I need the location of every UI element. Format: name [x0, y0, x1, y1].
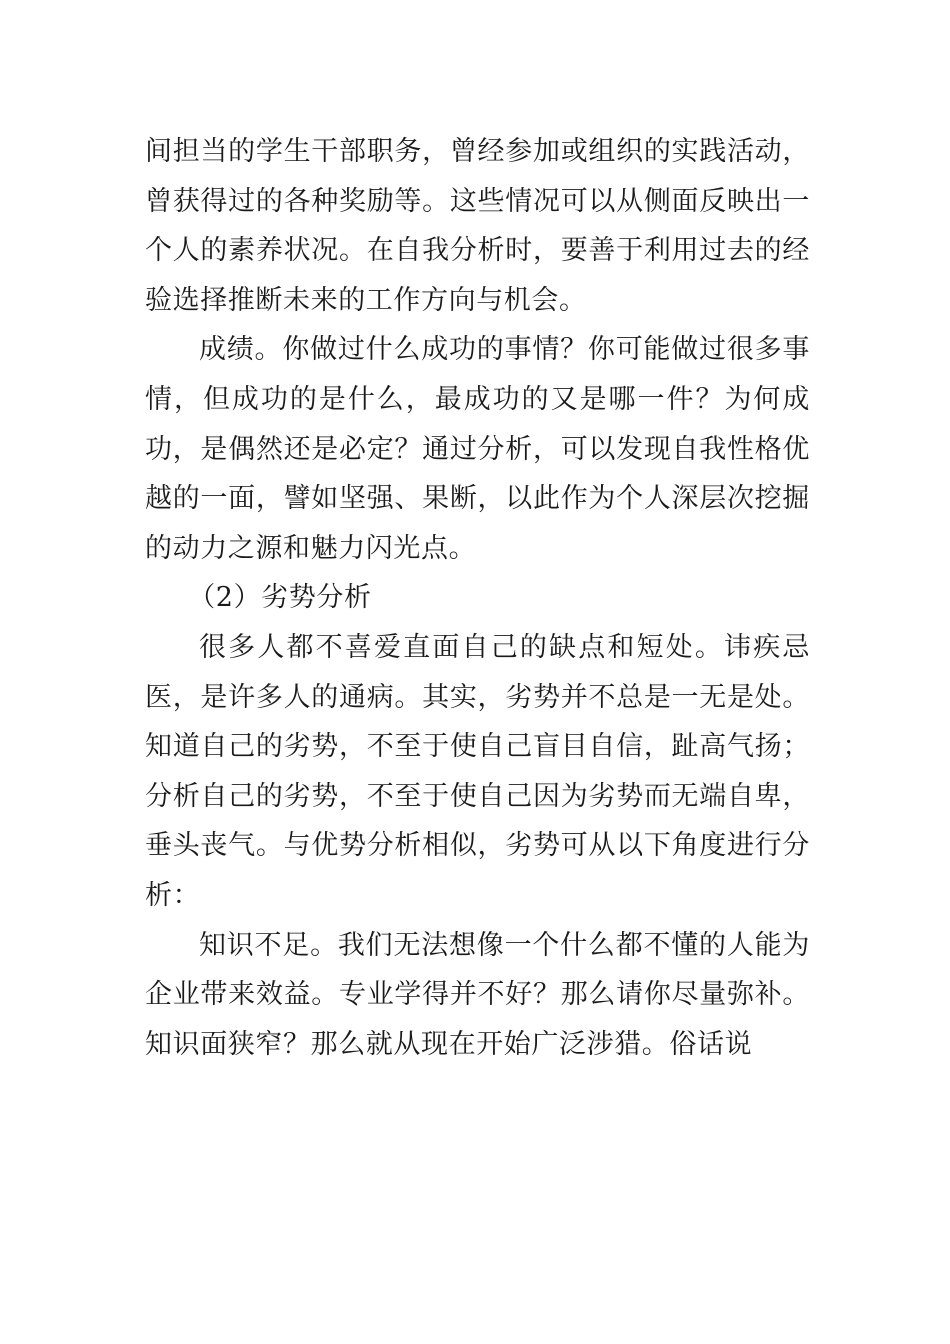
paragraph-continuation: 间担当的学生干部职务，曾经参加或组织的实践活动，曾获得过的各种奖励等。这些情况可以从侧面反映出一个人的素养状况。在自我分析时，要善于利用过去的经验选择推断未来的工作方向与机会。 — [145, 136, 810, 316]
paragraph-achievements: 成绩。你做过什么成功的事情？你可能做过很多事情，但成功的是什么，最成功的又是哪一件？为何成功，是偶然还是必定？通过分析，可以发现自我性格优越的一面，譬如坚强、果断，以此作为个人深层次挖掘的动力之源和魅力闪光点。 — [145, 334, 810, 564]
paragraph-weakness-intro: 很多人都不喜爱直面自己的缺点和短处。讳疾忌医，是许多人的通病。其实，劣势并不总是一无是处。知道自己的劣势，不至于使自己盲目自信，趾高气扬；分析自己的劣势，不至于使自己因为劣势而无端自卑，垂头丧气。与优势分析相似，劣势可从以下角度进行分析： — [145, 631, 810, 911]
document-body — [145, 127, 810, 1069]
section-heading-weakness-analysis: （2）劣势分析 — [188, 582, 372, 614]
paragraph-knowledge-gap: 知识不足。我们无法想像一个什么都不懂的人能为企业带来效益。专业学得并不好？那么请你尽量弥补。知识面狭窄？那么就从现在开始广泛涉猎。俗话说 — [145, 929, 810, 1060]
